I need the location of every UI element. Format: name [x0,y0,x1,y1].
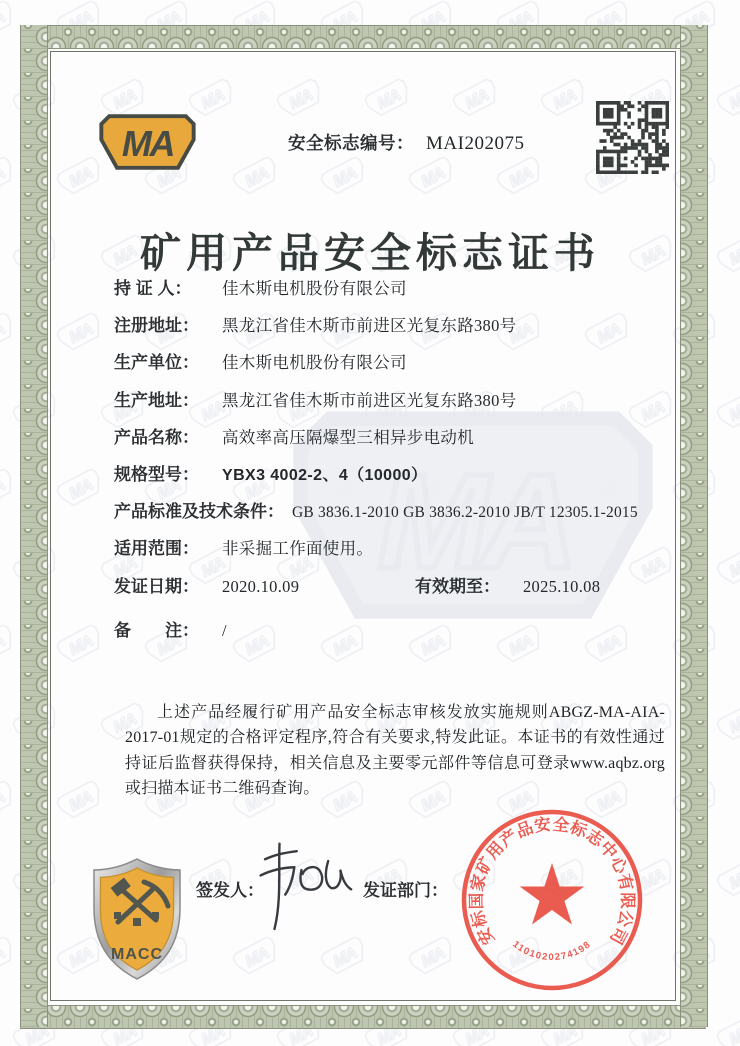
certificate-statement: 上述产品经履行矿用产品安全标志审核发放实施规则ABGZ-MA-AIA-2017-01规定的合格评定程序,符合有关要求,特发此证。本证书的有效性通过持证后监督获得保持，相关信息及主要零元部件等信息可登录www.aqbz.org或扫描本证书二维码查询。 [125,704,665,797]
field-row-registered-address [114,311,674,336]
svg-text:1101020274198 [510,939,593,963]
field-label: 生产地址： [114,391,199,410]
field-value: 黑龙江省佳木斯市前进区光复东路380号 [222,316,517,335]
field-label: 适用范围： [114,539,199,558]
field-row-dates [114,572,674,597]
stamp-number-text: 1101020274198 [510,938,594,964]
field-row-manufacturer [114,348,674,373]
field-row-product-name [114,423,674,448]
field-value: 佳木斯电机股份有限公司 [222,353,407,372]
field-value: 黑龙江省佳木斯市前进区光复东路380号 [222,391,517,410]
macc-shield-emblem [88,856,186,982]
safety-mark-number-label: 安全标志编号： [288,133,414,153]
field-row-standards [114,497,674,522]
field-value: 非采掘工作面使用。 [222,539,374,558]
stamp-star [520,863,585,925]
field-value: 高效率高压隔爆型三相异步电动机 [222,428,474,447]
remark-value: / [222,621,227,640]
safety-mark-number-row [288,130,524,155]
qr-code [596,101,669,174]
valid-until-value: 2025.10.08 [523,577,601,596]
issue-date-value: 2020.10.09 [222,577,300,596]
field-row-scope [114,534,674,559]
field-label: 注册地址： [114,316,199,335]
ma-logo-letters: MA [121,123,174,165]
field-value: YBX3 4002-2、4（10000） [222,467,428,484]
department-label: 发证部门： [363,881,448,900]
stamp-company-text: 安标国家矿用产品安全标志中心有限公司 [466,814,638,949]
issuer-signature [250,838,354,934]
official-red-stamp [457,805,647,995]
safety-mark-number-value: MAI202075 [426,133,525,154]
field-row-model [114,460,674,485]
field-label: 生产单位： [114,353,199,372]
field-value: 佳木斯电机股份有限公司 [222,279,407,298]
field-row-production-address [114,386,674,411]
certificate-title: 矿用产品安全标志证书 [140,230,600,276]
field-row-remark [114,616,674,641]
remark-label: 备 注： [114,621,199,640]
field-row-holder [114,274,674,299]
issuer-label: 签发人： [196,881,264,900]
field-label: 产品标准及技术条件： [114,502,284,521]
ma-logo [99,106,196,178]
issue-date-label: 发证日期： [114,577,199,596]
field-label: 规格型号： [114,465,199,484]
field-value: GB 3836.1-2010 GB 3836.2-2010 JB/T 12305.1-2015 [292,504,638,521]
valid-until-label: 有效期至： [415,577,500,596]
shield-label: MACC [111,946,163,963]
field-label: 产品名称： [114,428,199,447]
field-label: 持 证 人： [114,279,192,298]
